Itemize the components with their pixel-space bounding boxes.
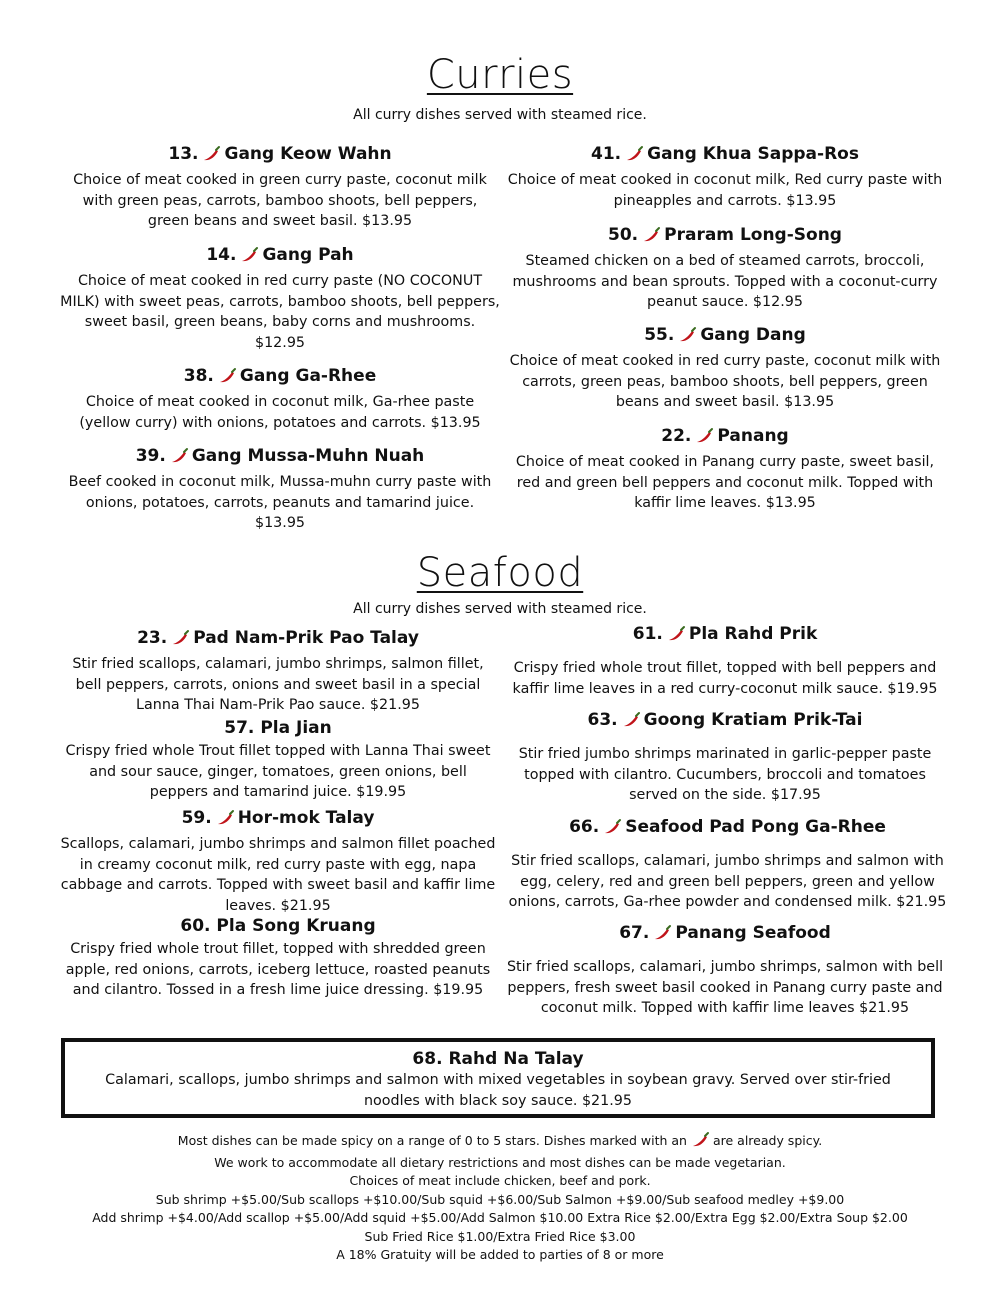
chili-pepper-icon [602, 817, 622, 841]
item-name: Pla Rahd Prik [688, 624, 818, 644]
item-number: 59. [181, 808, 212, 828]
item-name: Gang Pah [262, 245, 354, 265]
item-number: 22. [661, 426, 692, 446]
chili-pepper-icon [169, 446, 189, 470]
item-number: 13. [168, 144, 199, 164]
footer-line: We work to accommodate all dietary restrictions and most dishes can be made vegetarian. [214, 1154, 786, 1170]
item-number: 61. [632, 624, 663, 644]
chili-pepper-icon [215, 808, 235, 832]
item-name: Praram Long-Song [664, 225, 842, 245]
menu-item [505, 709, 945, 806]
item-description: Steamed chicken on a bed of steamed carrots, broccoli, mushrooms and bean sprouts. Topped with a coconut-curry peanut sauce. $12.95 [512, 253, 938, 310]
item-number: 50. [608, 225, 639, 245]
item-description: Crispy fried whole trout fillet, topped with shredded green apple, red onions, carrots, iceberg lettuce, roasted peanuts and cilantro. Tossed in a fresh lime juice dressing. $19.95 [65, 941, 491, 998]
item-name: Gang Dang [700, 325, 806, 345]
item-description: Choice of meat cooked in red curry paste, coconut milk with carrots, green peas, bamboo shoots, bell peppers, green beans and sweet basil. $13.95 [509, 353, 941, 410]
item-number: 57. [224, 718, 255, 738]
curries-title: Curries [426, 52, 574, 98]
spicy-note: Most dishes can be made spicy on a range of 0 to 5 stars. Dishes marked with an are already spicy. [0, 1130, 1000, 1154]
item-description: Stir fried scallops, calamari, jumbo shrimps, salmon fillet, bell peppers, carrots, onions and sweet basil in a special Lanna Thai Nam-Prik Pao sauce. $21.95 [72, 656, 484, 713]
chili-pepper-icon [624, 144, 644, 168]
menu-item [505, 425, 945, 514]
menu-item [505, 224, 945, 313]
menu-item [505, 623, 945, 699]
item-number: 55. [644, 325, 675, 345]
menu-item [58, 807, 498, 916]
item-name: Gang Ga-Rhee [239, 366, 377, 386]
item-number: 68. [412, 1049, 443, 1069]
item-number: 39. [135, 446, 166, 466]
footer-line: A 18% Gratuity will be added to parties of 8 or more [336, 1247, 664, 1262]
item-description: Scallops, calamari, jumbo shrimps and salmon fillet poached in creamy coconut milk, red curry paste with egg, napa cabbage and carrots. Topped with sweet basil and kaffir lime leaves. $21.95 [60, 836, 496, 914]
chili-pepper-icon [677, 325, 697, 349]
chili-pepper-icon [239, 245, 259, 269]
item-name: Gang Khua Sappa-Ros [647, 144, 859, 164]
chili-pepper-icon [641, 225, 661, 249]
footer-notes [0, 1130, 1000, 1265]
item-description: Crispy fried whole trout fillet, topped with bell peppers and kaffir lime leaves in a red curry-coconut milk sauce. $19.95 [512, 660, 938, 697]
item-name: Pad Nam-Prik Pao Talay [193, 628, 419, 648]
menu-item [60, 143, 500, 232]
menu-item [505, 143, 945, 211]
seafood-subtitle: All curry dishes served with steamed rice. [353, 601, 647, 617]
menu-item [60, 445, 500, 534]
item-description: Choice of meat cooked in Panang curry paste, sweet basil, red and green bell peppers and coconut milk. Topped with kaffir lime leaves. $13.95 [515, 454, 935, 511]
item-name: Goong Kratiam Prik-Tai [643, 710, 863, 730]
item-description: Stir fried scallops, calamari, jumbo shrimps and salmon with egg, celery, red and green bell peppers, green and yellow onions, carrots, Ga-rhee powder and condensed milk. $21.95 [508, 853, 947, 910]
item-name: Pla Jian [260, 718, 332, 738]
seafood-title: Seafood [416, 550, 584, 596]
item-number: 23. [137, 628, 168, 648]
menu-item [60, 365, 500, 433]
item-name: Panang Seafood [675, 923, 831, 943]
menu-item [60, 244, 500, 353]
menu-item [505, 816, 950, 913]
item-number: 63. [587, 710, 618, 730]
item-description: Choice of meat cooked in green curry paste, coconut milk with green peas, carrots, bamboo shoots, bell peppers, green beans and sweet basil. $13.95 [73, 172, 487, 229]
chili-pepper-icon [690, 1130, 710, 1154]
item-number: 66. [569, 817, 600, 837]
curries-subtitle: All curry dishes served with steamed rice. [353, 107, 647, 123]
item-description: Beef cooked in coconut milk, Mussa-muhn curry paste with onions, potatoes, carrots, peanuts and tamarind juice. $13.95 [68, 474, 492, 531]
item-description: Choice of meat cooked in red curry paste (NO COCONUT MILK) with sweet peas, carrots, bamboo shoots, bell peppers, sweet basil, green beans, baby corns and mushrooms. $12.95 [60, 273, 500, 351]
item-number: 14. [206, 245, 237, 265]
menu-item [58, 627, 498, 716]
item-number: 60. [180, 916, 211, 936]
item-name: Seafood Pad Pong Ga-Rhee [625, 817, 886, 837]
item-name: Gang Mussa-Muhn Nuah [191, 446, 425, 466]
menu-item [505, 922, 945, 1019]
footer-line: Add shrimp +$4.00/Add scallop +$5.00/Add squid +$5.00/Add Salmon $10.00 Extra Rice $2.00/Extra Egg $2.00/Extra Soup $2.00 [92, 1210, 908, 1225]
chili-pepper-icon [666, 624, 686, 648]
footer-line: Choices of meat include chicken, beef and pork. [349, 1173, 651, 1188]
chili-pepper-icon [694, 426, 714, 450]
item-description: Calamari, scallops, jumbo shrimps and salmon with mixed vegetables in soybean gravy. Served over stir-fried noodles with black soy sauce. $21.95 [105, 1072, 891, 1109]
item-description: Stir fried jumbo shrimps marinated in garlic-pepper paste topped with cilantro. Cucumbers, broccoli and tomatoes served on the side. $17.95 [518, 746, 932, 803]
item-description: Stir fried scallops, calamari, jumbo shrimps, salmon with bell peppers, fresh sweet basil cooked in Panang curry paste and coconut milk. Topped with kaffir lime leaves $21.95 [506, 959, 944, 1016]
chili-pepper-icon [217, 366, 237, 390]
item-description: Choice of meat cooked in coconut milk, Ga-rhee paste (yellow curry) with onions, potatoes and carrots. $13.95 [79, 394, 481, 431]
item-number: 41. [591, 144, 622, 164]
item-name: Pla Song Kruang [216, 916, 376, 936]
featured-item-box [61, 1038, 935, 1118]
item-name: Hor-mok Talay [237, 808, 375, 828]
menu-item [505, 324, 945, 413]
chili-pepper-icon [201, 144, 221, 168]
item-number: 67. [619, 923, 650, 943]
item-description: Choice of meat cooked in coconut milk, Red curry paste with pineapples and carrots. $13.95 [507, 172, 943, 209]
chili-pepper-icon [652, 923, 672, 947]
item-name: Gang Keow Wahn [224, 144, 392, 164]
item-description: Crispy fried whole Trout fillet topped with Lanna Thai sweet and sour sauce, ginger, tomatoes, green onions, bell peppers and tamarind juice. $19.95 [65, 743, 491, 800]
item-name: Rahd Na Talay [448, 1049, 584, 1069]
menu-item [58, 717, 498, 803]
item-number: 38. [183, 366, 214, 386]
footer-line: Sub shrimp +$5.00/Sub scallops +$10.00/Sub squid +$6.00/Sub Salmon +$9.00/Sub seafood medley +$9.00 [155, 1191, 845, 1207]
menu-item [58, 915, 498, 1001]
chili-pepper-icon [170, 628, 190, 652]
chili-pepper-icon [621, 710, 641, 734]
item-name: Panang [717, 426, 789, 446]
footer-line: Sub Fried Rice $1.00/Extra Fried Rice $3.00 [364, 1228, 636, 1244]
